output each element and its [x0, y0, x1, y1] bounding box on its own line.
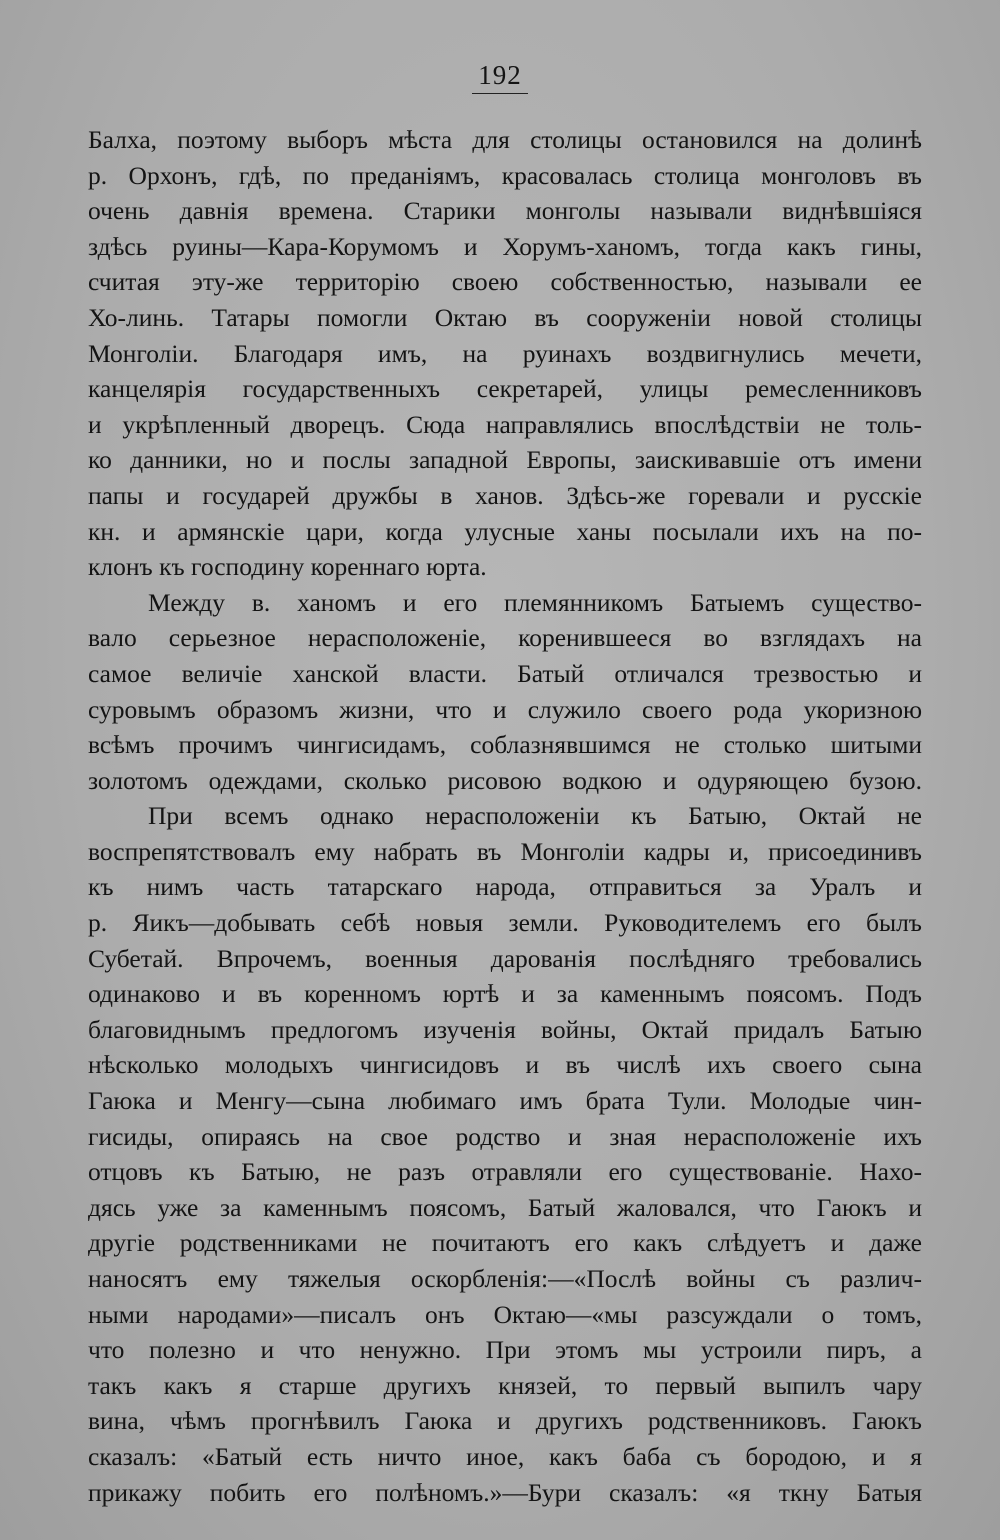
text-line: папы и государей дружбы в ханов. Здѣсь-же горевали и русскіе [88, 480, 922, 510]
text-line: такъ какъ я старше другихъ князей, то первый выпилъ чару [88, 1370, 922, 1400]
text-line: вало серьезное нерасположеніе, коренившееся во взглядахъ на [88, 623, 922, 653]
text-line: и укрѣпленный дворецъ. Сюда направлялись впослѣдствіи не толь- [88, 409, 922, 439]
text-line: одинаково и въ коренномъ юртѣ и за каменнымъ поясомъ. Подъ [88, 979, 922, 1009]
text-line: р. Орхонъ, гдѣ, по преданіямъ, красовалась столица монголовъ въ [88, 160, 922, 190]
text-line: нѣсколько молодыхъ чингисидовъ и въ числѣ ихъ своего сына [88, 1050, 922, 1080]
paragraph-2 [88, 585, 922, 799]
text-line: самое величіе ханской власти. Батый отличался трезвостью и [88, 658, 922, 688]
text-line: считая эту-же территорію своею собственностью, называли ее [88, 267, 922, 297]
text-line: другіе родственниками не почитаютъ его какъ слѣдуетъ и даже [88, 1228, 922, 1258]
text-line: наносятъ ему тяжелыя оскорбленія:—«Послѣ войны съ различ- [88, 1264, 922, 1293]
text-line: Балха, поэтому выборъ мѣста для столицы остановился на долинѣ [88, 125, 922, 154]
body-text [88, 122, 922, 1510]
text-line: Субетай. Впрочемъ, военныя дарованія послѣдняго требовались [88, 943, 922, 973]
text-line: прикажу побить его полѣномъ.»—Бури сказалъ: «я ткну Батыя [88, 1477, 922, 1507]
text-line: канцелярія государственныхъ секретарей, улицы ремесленниковъ [88, 374, 922, 404]
text-line: дясь уже за каменнымъ поясомъ, Батый жаловался, что Гаюкъ и [88, 1192, 922, 1222]
text-line: отцовъ къ Батыю, не разъ отравляли его существованіе. Нахо- [88, 1157, 922, 1187]
text-line: гисиды, опираясь на свое родство и зная нерасположеніе ихъ [88, 1121, 922, 1151]
text-line: Гаюка и Менгу—сына любимаго имъ брата Тули. Молодые чин- [88, 1086, 922, 1116]
text-line: золотомъ одеждами, сколько рисовою водкою и одуряющею бузою. [88, 765, 922, 795]
page-number-container [0, 60, 1000, 94]
text-line: клонъ къ господину кореннаго юрта. [88, 552, 487, 582]
text-line: вина, чѣмъ прогнѣвилъ Гаюка и другихъ родственниковъ. Гаюкъ [88, 1406, 922, 1436]
text-line: что полезно и что ненужно. При этомъ мы устроили пиръ, а [88, 1335, 922, 1365]
text-line: суровымъ образомъ жизни, что и служило своего рода укоризною [88, 694, 922, 724]
text-line: р. Яикъ—добывать себѣ новыя земли. Руководителемъ его былъ [88, 908, 922, 938]
text-line: Монголіи. Благодаря имъ, на руинахъ воздвигнулись мечети, [88, 338, 922, 368]
paragraph-3 [88, 798, 922, 1510]
text-line: къ нимъ часть татарскаго народа, отправиться за Уралъ и [88, 872, 922, 902]
text-line: кн. и армянскіе цари, когда улусные ханы посылали ихъ на по- [88, 516, 922, 546]
text-line: всѣмъ прочимъ чингисидамъ, соблазнявшимся не столько шитыми [88, 730, 922, 760]
text-line: воспрепятствовалъ ему набрать въ Монголіи кадры и, присоединивъ [88, 836, 922, 866]
text-line: Хо-линь. Татары помогли Октаю въ сооруженіи новой столицы [88, 302, 922, 332]
text-line: ко данники, но и послы западной Европы, заискивавшіе отъ имени [88, 445, 922, 475]
text-line: здѣсь руины—Кара-Корумомъ и Хорумъ-ханомъ, тогда какъ гины, [88, 231, 922, 261]
text-line: очень давнія времена. Старики монголы называли виднѣвшіяся [88, 196, 922, 226]
text-line: ными народами»—писалъ онъ Октаю—«мы разсуждали о томъ, [88, 1299, 922, 1329]
paragraph-1 [88, 122, 922, 585]
text-line: При всемъ однако нерасположеніи къ Батыю, Октай не [148, 801, 922, 831]
text-line: сказалъ: «Батый есть ничто иное, какъ баба съ бородою, и я [88, 1441, 922, 1471]
text-line: Между в. ханомъ и его племянникомъ Батыемъ существо- [148, 587, 922, 617]
page-number: 192 [472, 60, 528, 94]
text-line: благовиднымъ предлогомъ изученія войны, Октай придалъ Батыю [88, 1014, 922, 1044]
